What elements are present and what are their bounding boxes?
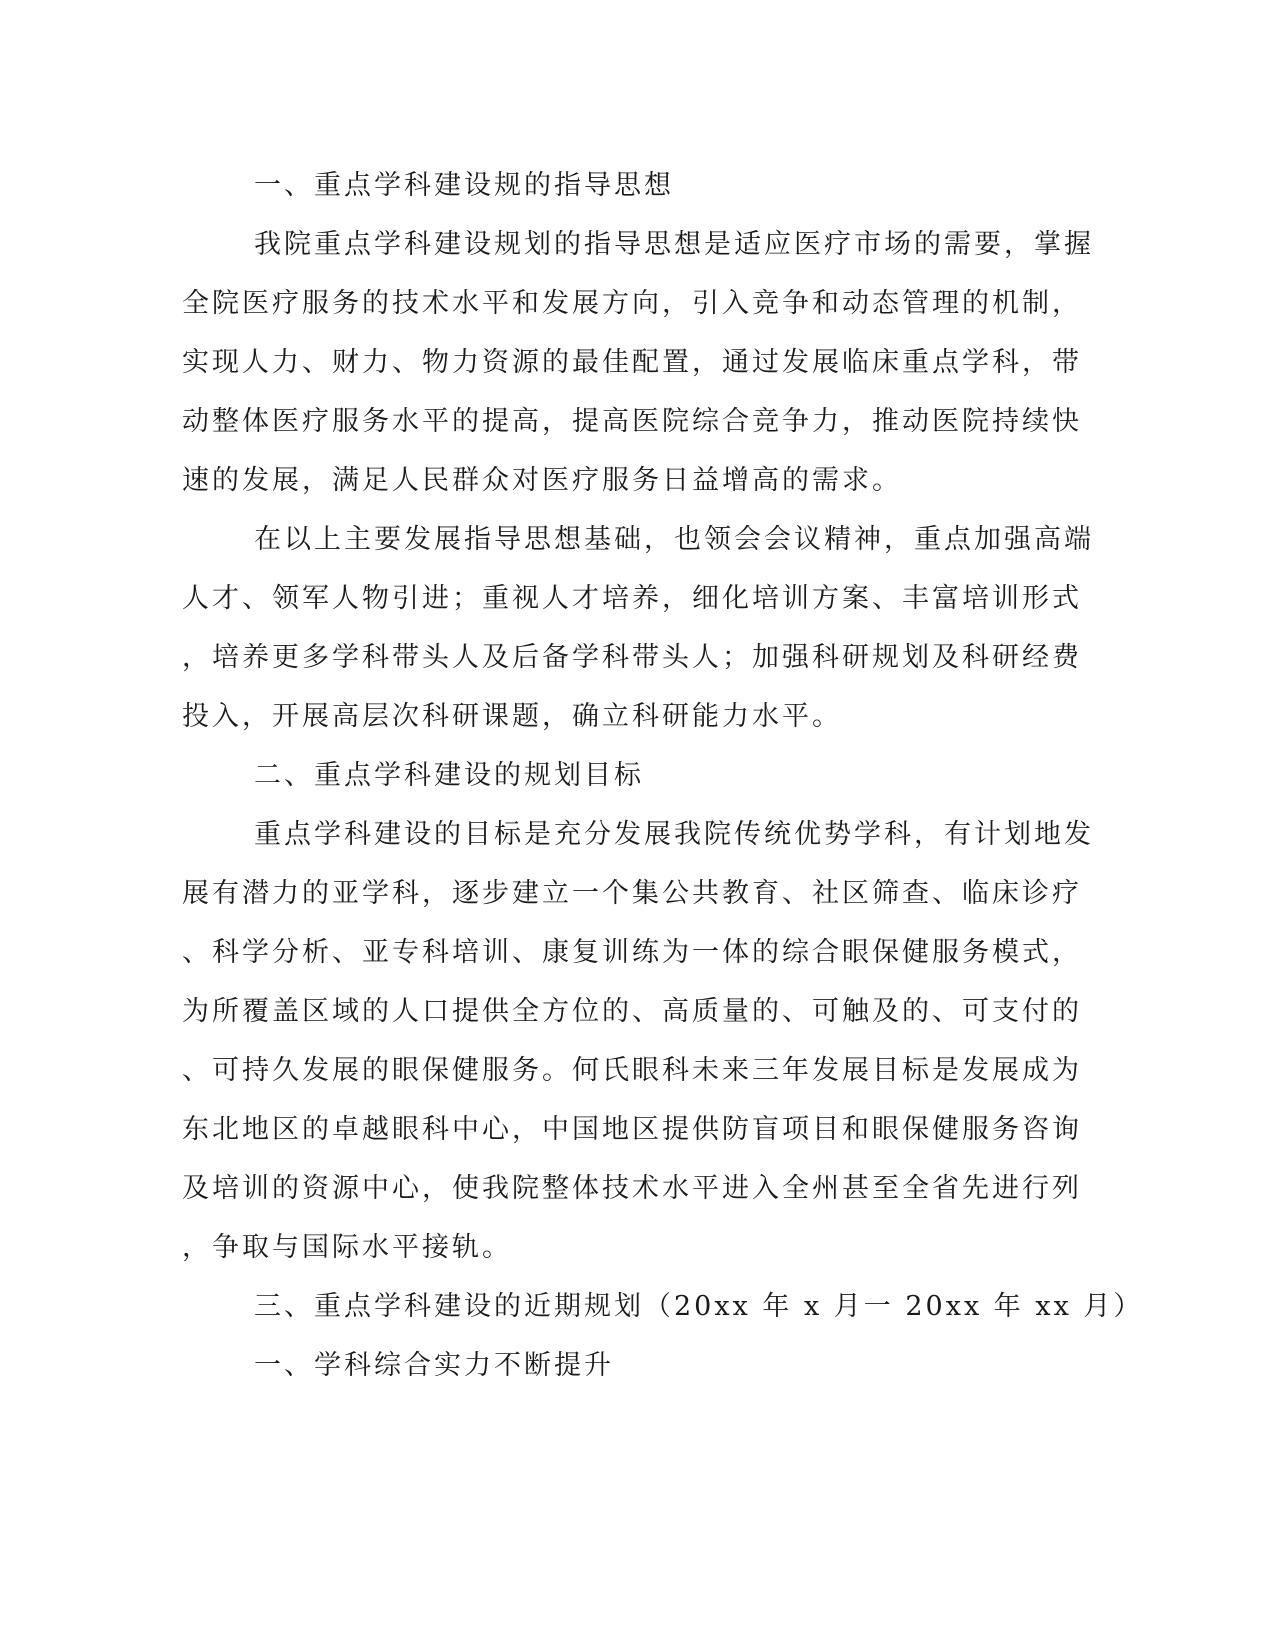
paragraph-line: 、可持久发展的眼保健服务。何氏眼科未来三年发展目标是发展成为 bbox=[182, 1055, 1082, 1086]
paragraph-line: 实现人力、财力、物力资源的最佳配置，通过发展临床重点学科，带 bbox=[182, 347, 1082, 378]
paragraph-line: 动整体医疗服务水平的提高，提高医院综合竞争力，推动医院持续快 bbox=[182, 406, 1082, 437]
paragraph-line: 及培训的资源中心，使我院整体技术水平进入全州甚至全省先进行列 bbox=[182, 1173, 1082, 1204]
section-heading-2: 二、重点学科建设的规划目标 bbox=[254, 760, 644, 791]
paragraph-line: 、科学分析、亚专科培训、康复训练为一体的综合眼保健服务模式， bbox=[182, 937, 1082, 968]
section-heading-3: 三、重点学科建设的近期规划（20xx 年 x 月一 20xx 年 xx 月） bbox=[254, 1291, 1144, 1322]
document-body bbox=[182, 156, 1144, 1395]
paragraph-line: 为所覆盖区域的人口提供全方位的、高质量的、可触及的、可支付的 bbox=[182, 996, 1082, 1027]
paragraph-line: 东北地区的卓越眼科中心，中国地区提供防盲项目和眼保健服务咨询 bbox=[182, 1114, 1082, 1145]
section-heading-1: 一、重点学科建设规的指导思想 bbox=[254, 170, 674, 201]
paragraph-line: 投入，开展高层次科研课题，确立科研能力水平。 bbox=[182, 701, 842, 732]
paragraph-line: 我院重点学科建设规划的指导思想是适应医疗市场的需要，掌握 bbox=[254, 229, 1094, 260]
paragraph-line: 在以上主要发展指导思想基础，也领会会议精神，重点加强高端 bbox=[254, 524, 1094, 555]
paragraph-line: 速的发展，满足人民群众对医疗服务日益增高的需求。 bbox=[182, 465, 902, 496]
paragraph-line: 人才、领军人物引进；重视人才培养，细化培训方案、丰富培训形式 bbox=[182, 583, 1082, 614]
paragraph-line: 展有潜力的亚学科，逐步建立一个集公共教育、社区筛查、临床诊疗 bbox=[182, 878, 1082, 909]
subsection-heading: 一、学科综合实力不断提升 bbox=[254, 1350, 614, 1381]
paragraph-line: ，争取与国际水平接轨。 bbox=[182, 1232, 512, 1263]
paragraph-line: 重点学科建设的目标是充分发展我院传统优势学科，有计划地发 bbox=[254, 819, 1094, 850]
paragraph-line: 全院医疗服务的技术水平和发展方向，引入竞争和动态管理的机制， bbox=[182, 288, 1082, 319]
paragraph-line: ，培养更多学科带头人及后备学科带头人；加强科研规划及科研经费 bbox=[182, 642, 1082, 673]
